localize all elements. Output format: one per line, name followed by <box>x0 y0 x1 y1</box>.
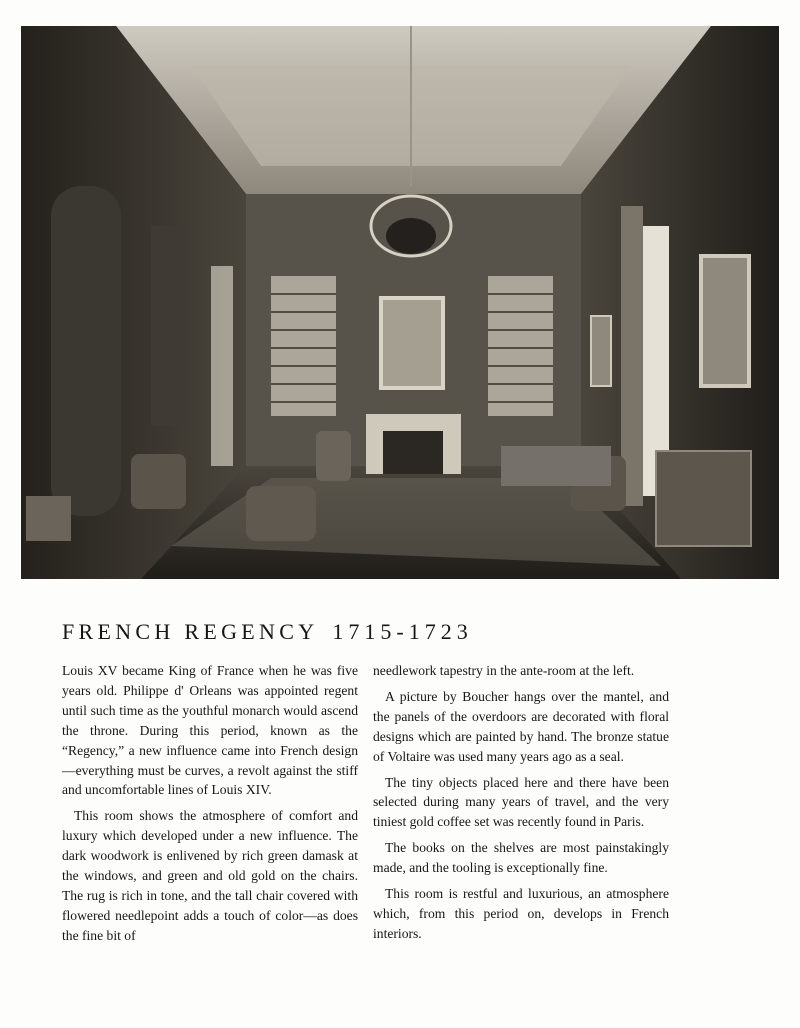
section-heading <box>62 619 682 645</box>
paragraph: The books on the shelves are most painstakingly made, and the tooling is exceptionally fine. <box>373 840 669 876</box>
heading-title: FRENCH REGENCY <box>62 619 319 644</box>
paragraph: needlework tapestry in the ante-room at the left. <box>373 663 635 678</box>
paragraph: The tiny objects placed here and there have been selected during many years of travel, and the very tiniest gold coffee set was recently found in Paris. <box>373 774 669 830</box>
paragraph: This room is restful and luxurious, an atmosphere which, from this period on, develops in French interiors. <box>373 886 669 941</box>
paragraph: This room shows the atmosphere of comfort and luxury which developed under a new influence. The dark woodwork is enlivened by rich green damask at the windows, and green and old gold on the chairs. The rug is rich in tone, and the tall chair covered with flowered needlepoint adds a touch of color—as does the fine bit of <box>62 808 358 943</box>
paragraph: A picture by Boucher hangs over the mantel, and the panels of the overdoors are decorated with floral designs which are painted by hand. The bronze statue of Voltaire was used many years ago as a seal. <box>373 688 669 764</box>
heading-years: 1715-1723 <box>332 619 473 644</box>
left-text-column <box>62 661 358 952</box>
room-photo <box>21 26 779 579</box>
paragraph: Louis XV became King of France when he was five years old. Philippe d' Orleans was appointed regent until such time as the youthful monarch would ascend the throne. During this period, known as the “Regency,” a new influence came into French design—everything must be curves, a revolt against the stiff and uncomfortable lines of Louis XIV. <box>62 663 358 798</box>
right-text-column <box>373 661 669 950</box>
room-photo-icon <box>21 26 779 579</box>
